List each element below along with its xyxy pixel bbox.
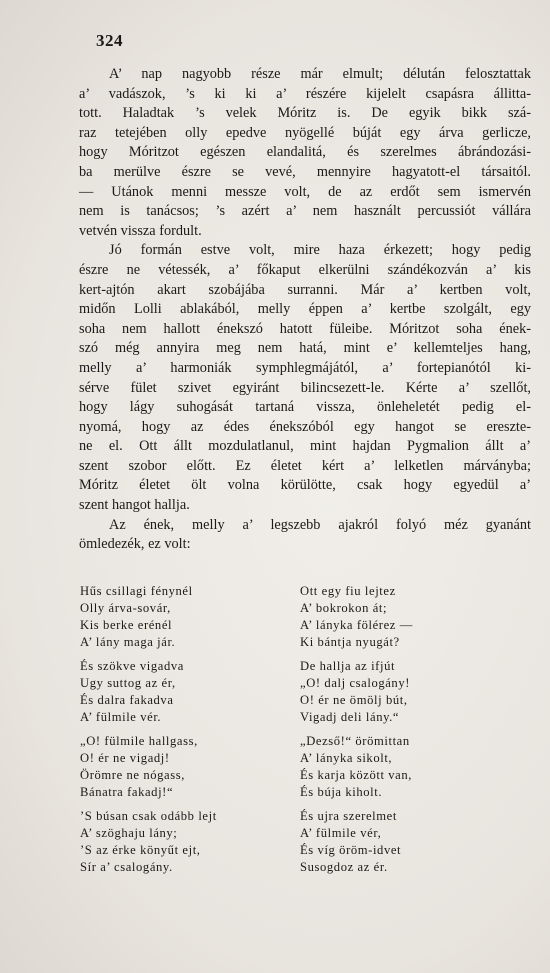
stanza xyxy=(290,583,530,651)
text-line: sérve fület szivet egyiránt bilincsezett-le. Kérte a’ szellőt, xyxy=(79,379,531,396)
verse-line: A’ szöghaju lány; xyxy=(80,826,178,840)
text-line: — Utánok menni messze volt, de az erdőt sem ismervén xyxy=(79,183,531,200)
verse-line: „Dezső!“ örömittan xyxy=(300,734,410,748)
verse-line: A’ fülmile vér. xyxy=(80,710,162,724)
text-line: Móritz életet ölt volna körülötte, csak hogy egyedül a’ xyxy=(79,477,531,494)
verse-line: A’ bokrokon át; xyxy=(300,601,388,615)
verse-line: A’ lány maga jár. xyxy=(80,635,176,649)
text-line: midőn Lolli ablakából, melly éppen a’ kertbe szolgált, egy xyxy=(79,301,531,318)
verse-line: A’ fülmile vér, xyxy=(300,826,382,840)
prose-body xyxy=(79,65,531,555)
verse-line: Bánatra fakadj!“ xyxy=(80,785,174,799)
verse-line: Vigadj deli lány.“ xyxy=(300,710,400,724)
text-line: szent hangot hallja. xyxy=(79,497,190,514)
text-line: észre ne vétessék, a’ főkaput elkerülni szándékozván a’ kis xyxy=(79,261,531,278)
verse-line: Örömre ne nógass, xyxy=(80,768,185,782)
text-line: ne el. Ott állt mozdulatlanul, mint hajdan Pygmalion állt a’ xyxy=(79,438,531,455)
verse-line: Ki bántja nyugát? xyxy=(300,635,400,649)
verse-line: „O! fülmile hallgass, xyxy=(80,734,198,748)
text-line: raz tetejében olly epedve nyögellé búját egy árva gerlicze, xyxy=(79,124,531,141)
verse-line: A’ lányka fölérez — xyxy=(300,618,413,632)
stanza xyxy=(290,808,530,876)
text-line: nyomá, hogy az édes énekszóból egy hangot se ereszte- xyxy=(79,418,531,435)
verse-line: Sír a’ csalogány. xyxy=(80,860,173,874)
text-line: a’ vadászok, ’s ki ki a’ részére kijelelt csapásra állitta- xyxy=(79,85,531,102)
verse-line: És víg öröm-idvet xyxy=(300,843,402,857)
page-number: 324 xyxy=(96,31,123,50)
text-line: ba merülve észre se vevé, mennyire hagyatott-el társaitól. xyxy=(79,163,531,180)
text-line: nem is tanácsos; ’s azért a’ nem használt percussiót vállára xyxy=(79,203,531,220)
paragraph xyxy=(79,241,531,515)
verse-line: ’S búsan csak odább lejt xyxy=(80,809,217,823)
verse-line: ’S az érke könyűt ejt, xyxy=(80,843,201,857)
text-line: kert-ajtón akart szobájába surranni. Már a’ kertben volt, xyxy=(79,281,531,298)
verse-line: A’ lányka sikolt, xyxy=(300,751,393,765)
text-line: A’ nap nagyobb része már elmult; délután felosztattak xyxy=(109,66,531,82)
verse-line: De hallja az ifjút xyxy=(300,659,396,673)
text-line: szent szobor előtt. Ez életet kért a’ lelketlen márványba; xyxy=(79,457,531,474)
text-line: vetvén vissza fordult. xyxy=(79,222,202,239)
paragraph xyxy=(79,65,531,241)
verse-line: Ott egy fiu lejtez xyxy=(300,584,396,598)
stanza xyxy=(290,733,530,801)
text-line: melly a’ harmoniák symphlegmájától, a’ fortepianótól ki- xyxy=(79,359,531,376)
verse-line: Ugy suttog az ér, xyxy=(80,676,176,690)
verse-line: Olly árva-sovár, xyxy=(80,601,171,615)
stanza xyxy=(290,658,530,726)
stanza xyxy=(80,658,290,726)
stanza xyxy=(80,733,290,801)
stanza xyxy=(80,583,290,651)
verse-line: Hűs csillagi fénynél xyxy=(80,584,193,598)
verse-line: És dalra fakadva xyxy=(80,693,174,707)
verse-line: Susogdoz az ér. xyxy=(300,860,388,874)
paragraph xyxy=(79,516,531,555)
text-line: hogy lágy suhogását tartaná vissza, önleheletét pedig el- xyxy=(79,399,531,416)
verse-line: És szökve vigadva xyxy=(80,659,184,673)
verse-line: És karja között van, xyxy=(300,768,413,782)
verse-line: És ujra szerelmet xyxy=(300,809,397,823)
verse-line: És búja kiholt. xyxy=(300,785,383,799)
text-line: hogy Móritzot egészen elandalitá, és szerelmes ábrándozási- xyxy=(79,144,531,161)
stanza xyxy=(80,808,290,876)
text-line: soha nem hallott énekszó hatott füleibe. Móritzot soha ének- xyxy=(79,320,531,337)
poem xyxy=(80,583,530,876)
verse-line: „O! dalj csalogány! xyxy=(300,676,411,690)
text-line: Jó formán estve volt, mire haza érkezett; hogy pedig xyxy=(109,242,531,259)
text-line: ömledezék, ez volt: xyxy=(79,536,191,553)
text-line: szó még annyira meg nem hatá, mint e’ kellemteljes hang, xyxy=(79,340,531,357)
verse-line: O! ér ne vigadj! xyxy=(80,751,170,765)
verse-line: Kis berke erénél xyxy=(80,618,173,632)
verse-line: O! ér ne ömölj bút, xyxy=(300,693,408,707)
text-line: Az ének, melly a’ legszebb ajakról folyó méz gyanánt xyxy=(109,516,531,533)
text-line: tott. Haladtak ’s velek Móritz is. De egyik bikk szá- xyxy=(79,105,531,122)
